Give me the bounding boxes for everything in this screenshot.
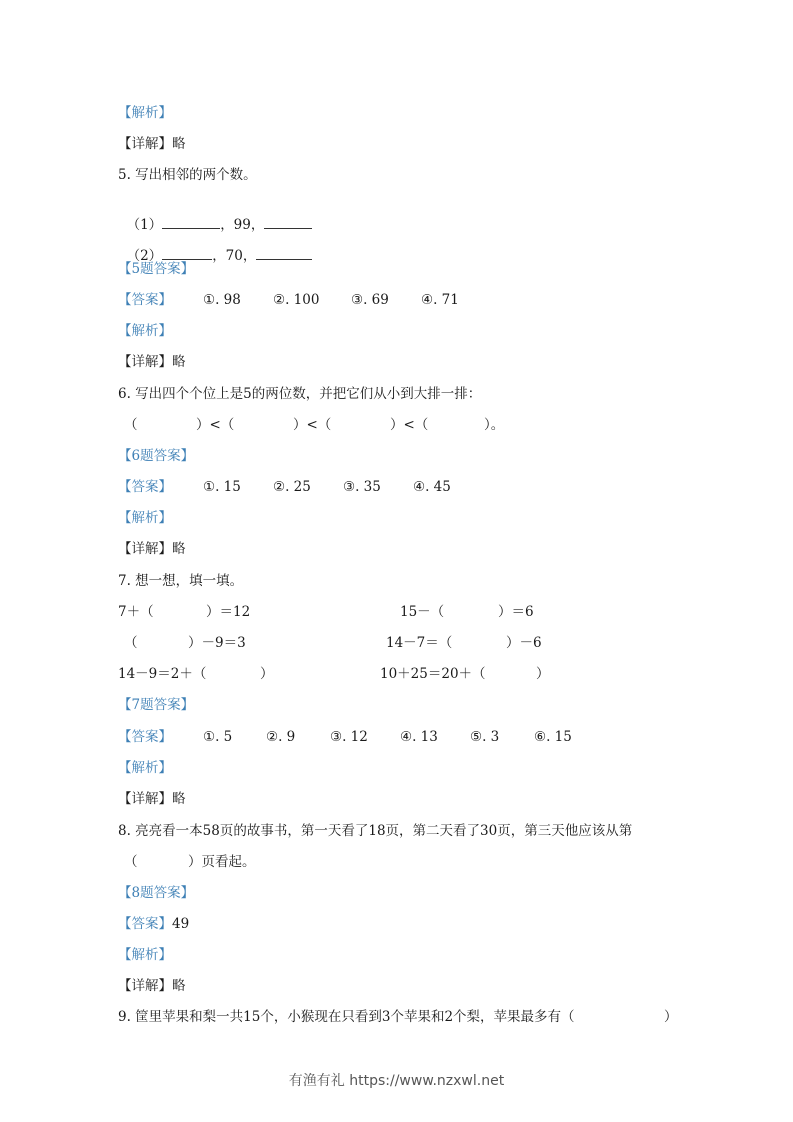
q5-sub2-prefix: （2） [126,248,163,264]
q7-answer-3: ③. 12 [330,729,368,745]
q5-sub2-mid: ，70， [212,248,257,264]
q7-r3-left-a: 14－9＝2＋（ [118,666,207,682]
q7-answer-5: ⑤. 3 [470,729,500,745]
q7-answer-4: ④. 13 [400,729,438,745]
q7-answer-6: ⑥. 15 [534,729,572,745]
q5-blank-4[interactable] [256,247,312,260]
q5-blank-3[interactable] [162,247,212,260]
q8-paren-close: ）页看起。 [188,854,256,870]
q8-detail: 【详解】略 [118,978,186,994]
q6-answer-3: ③. 35 [343,479,381,495]
q6-paren-3: ）<（ [293,417,332,433]
q5-detail: 【详解】略 [118,354,186,370]
q7-r1-left-a: 7＋（ [118,604,154,620]
q7-answer-1: ①. 5 [203,729,233,745]
q7-answer-2: ②. 9 [266,729,296,745]
q5-sub1-mid: ，99， [220,217,265,233]
answer-label: 【答案】 [118,916,172,932]
q6-answer-2: ②. 25 [273,479,311,495]
q7-r3-left-b: ） [260,666,274,682]
q6-paren-2: ）<（ [196,417,235,433]
q6-stem: 6. 写出四个个位上是5的两位数，并把它们从小到大排一排： [118,386,482,402]
q5-answer-row [118,291,718,309]
q8-stem-line2 [118,853,418,871]
answer-label: 【答案】 [118,292,172,308]
q7-r2-right-b: ）－6 [506,635,542,651]
q9-stem-line [118,1008,678,1026]
q5-answer-3: ③. 69 [351,292,389,308]
q9-stem: 9. 筐里苹果和梨一共15个，小猴现在只看到3个苹果和2个梨，苹果最多有（ [118,1009,575,1025]
analysis-label-top: 【解析】 [118,105,172,121]
q6-blanks-line [118,416,618,434]
q7-r3-right-b: ） [536,666,550,682]
q8-answer-value: 49 [172,916,190,932]
q5-answer-2: ②. 100 [273,292,320,308]
q5-answer-header: 【5题答案】 [118,261,195,277]
q7-r1-left-b: ）＝12 [206,604,251,620]
q7-r2-left-b: ）－9＝3 [188,635,246,651]
q5-stem: 5. 写出相邻的两个数。 [118,167,257,183]
q7-row-3 [118,665,678,683]
q8-paren-open: （ [124,854,138,870]
q6-paren-5: ）。 [484,417,505,433]
q6-analysis-label: 【解析】 [118,510,172,526]
q7-analysis-label: 【解析】 [118,760,172,776]
q6-paren-4: ）<（ [390,417,429,433]
q7-r1-right-a: 15－（ [400,604,445,620]
q6-answer-1: ①. 15 [203,479,241,495]
q9-paren-close: ） [664,1009,678,1025]
q7-stem: 7. 想一想，填一填。 [118,573,244,589]
q8-analysis-label: 【解析】 [118,947,172,963]
q6-paren-1: （ [124,417,138,433]
q6-answer-row [118,478,718,496]
answer-label: 【答案】 [118,729,172,745]
q7-row-1 [118,603,678,621]
answer-label: 【答案】 [118,479,172,495]
q7-r2-right-a: 14－7＝（ [386,635,453,651]
footer-watermark: 有渔有礼 https://www.nzxwl.net [288,1073,505,1089]
q6-answer-4: ④. 45 [413,479,451,495]
q7-r1-right-b: ）＝6 [498,604,534,620]
q7-r2-left-a: （ [124,635,138,651]
q5-analysis-label: 【解析】 [118,323,172,339]
q8-answer-header: 【8题答案】 [118,885,195,901]
q7-r3-right-a: 10＋25＝20＋（ [380,666,486,682]
q5-answer-1: ①. 98 [203,292,241,308]
q5-blank-2[interactable] [264,216,312,229]
q8-answer-row [118,915,189,933]
q7-answer-header: 【7题答案】 [118,697,195,713]
q7-answer-row [118,728,718,746]
detail-line-top: 【详解】略 [118,136,186,152]
q8-stem-line1: 8. 亮亮看一本58页的故事书，第一天看了18页，第二天看了30页，第三天他应该从第 [118,823,633,839]
q5-sub1-prefix: （1） [126,217,163,233]
q6-detail: 【详解】略 [118,541,186,557]
q7-detail: 【详解】略 [118,791,186,807]
q6-answer-header: 【6题答案】 [118,448,195,464]
q5-blank-1[interactable] [162,216,220,229]
q7-row-2 [118,634,678,652]
q5-answer-4: ④. 71 [421,292,459,308]
